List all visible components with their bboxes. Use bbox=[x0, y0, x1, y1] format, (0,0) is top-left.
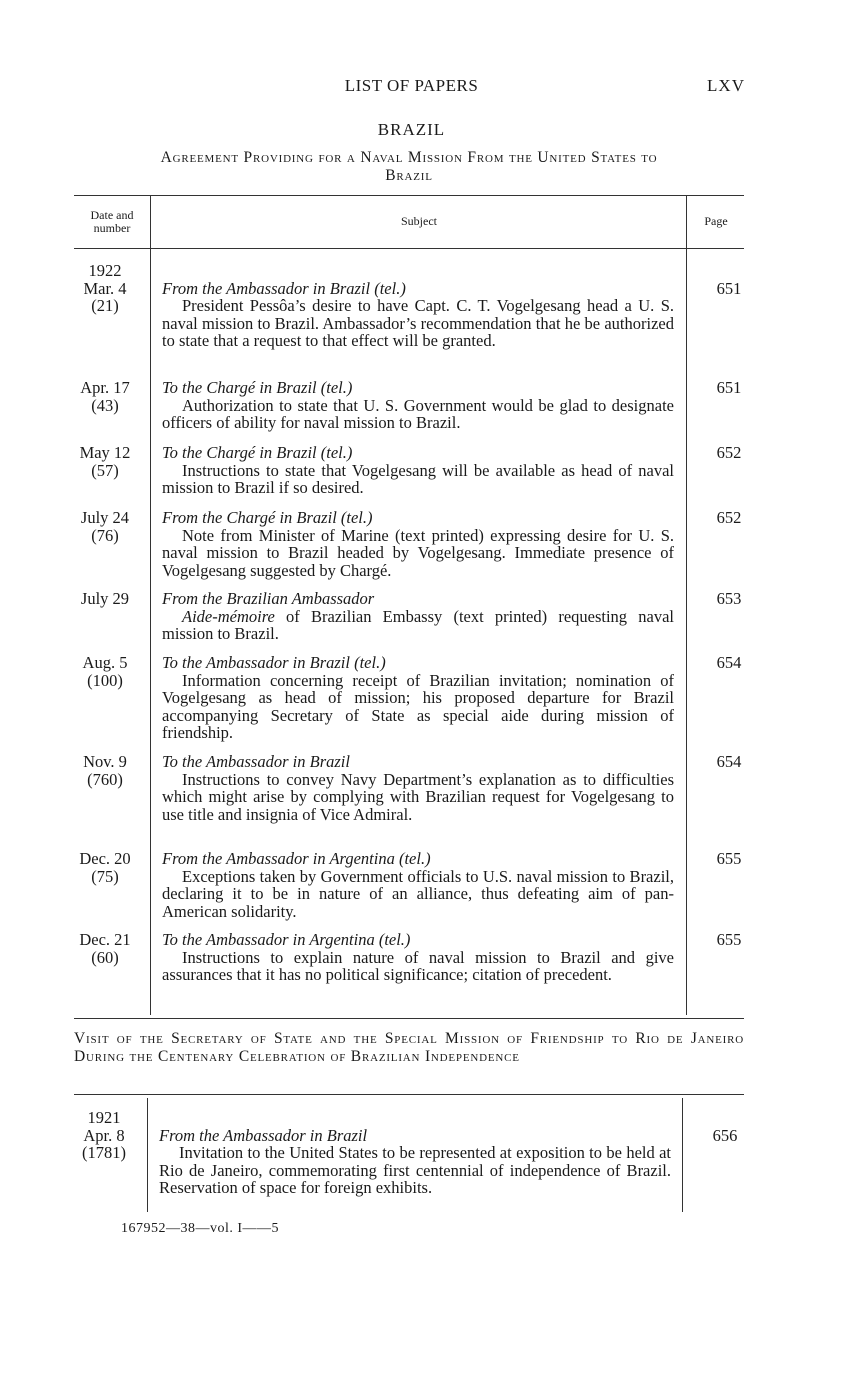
country-heading: BRAZIL bbox=[377, 120, 446, 139]
entry-title: To the Ambassador in Brazil (tel.) bbox=[162, 653, 386, 672]
date: Apr. 8 bbox=[83, 1125, 125, 1145]
page-ref: 652 bbox=[716, 443, 742, 462]
header-subject: Subject bbox=[401, 214, 437, 228]
header-date-and-number: Date and number bbox=[90, 208, 134, 235]
date: Dec. 21 bbox=[79, 930, 131, 949]
table-top-rule bbox=[74, 195, 744, 196]
subject-cell bbox=[162, 379, 674, 432]
document-number: (43) bbox=[91, 395, 119, 415]
subject-cell bbox=[162, 444, 674, 497]
page-ref: 651 bbox=[716, 378, 742, 397]
entry-title: From the Brazilian Ambassador bbox=[162, 589, 375, 608]
page-ref: 652 bbox=[716, 508, 742, 527]
date-cell bbox=[68, 850, 142, 885]
year: 1922 bbox=[88, 261, 122, 280]
date-cell bbox=[67, 1109, 141, 1162]
page-ref: 654 bbox=[716, 653, 742, 672]
header-page: Page bbox=[704, 214, 728, 228]
entry-summary bbox=[162, 608, 674, 643]
section-title-line-1: Agreement Providing for a Naval Mission From the United States to bbox=[160, 149, 658, 166]
subject-cell bbox=[162, 931, 674, 984]
column-divider-date bbox=[150, 195, 151, 1015]
table2-column-divider-date bbox=[147, 1098, 148, 1212]
entry-title: To the Ambassador in Brazil bbox=[162, 752, 350, 771]
entry-summary: Information concerning receipt of Brazilian invitation; nomination of Vogelgesang as head of mission; his proposed departure for Brazil accompanying Secretary of State as special aide during mission of friendship. bbox=[162, 670, 674, 742]
document-number: (76) bbox=[91, 525, 119, 545]
subject-cell bbox=[162, 509, 674, 579]
section-title-naval-mission bbox=[74, 149, 744, 185]
entry-title: From the Ambassador in Argentina (tel.) bbox=[162, 849, 431, 868]
column-divider-page bbox=[686, 195, 687, 1015]
page-ref: 653 bbox=[716, 589, 742, 608]
date: July 24 bbox=[80, 508, 130, 527]
subject-cell bbox=[159, 1127, 671, 1197]
entry-title: From the Chargé in Brazil (tel.) bbox=[162, 508, 373, 527]
date-cell bbox=[68, 753, 142, 788]
date: July 29 bbox=[80, 589, 130, 608]
entry-summary: Instructions to convey Navy Department’s explanation as to difficulties which might arise by complying with Brazilian request for Vogelgesang to use title and insignia of Vice Admiral. bbox=[162, 769, 674, 824]
date-cell bbox=[68, 444, 142, 479]
subject-cell bbox=[162, 753, 674, 823]
table-header-rule bbox=[74, 248, 744, 249]
aide-memoire-term: Aide-mémoire bbox=[182, 606, 275, 626]
date-cell bbox=[68, 262, 142, 315]
table2-top-rule bbox=[74, 1094, 744, 1095]
document-number: (60) bbox=[91, 947, 119, 967]
section-title-line-2: Brazil bbox=[385, 167, 433, 184]
page-ref: 655 bbox=[716, 930, 742, 949]
date: Mar. 4 bbox=[83, 278, 127, 298]
entry-title: To the Chargé in Brazil (tel.) bbox=[162, 443, 353, 462]
subject-cell bbox=[162, 850, 674, 920]
table2-column-divider-page bbox=[682, 1098, 683, 1212]
date: Apr. 17 bbox=[80, 378, 130, 397]
section-title-centenary-visit: Visit of the Secretary of State and the Special Mission of Friendship to Rio de Janeiro During the Centenary Celebration of Brazilian Independence bbox=[74, 1030, 744, 1065]
page-ref: 656 bbox=[712, 1125, 738, 1145]
document-number: (760) bbox=[87, 769, 123, 789]
page-ref: 655 bbox=[716, 849, 742, 868]
entry-title: To the Ambassador in Argentina (tel.) bbox=[162, 930, 411, 949]
date-cell bbox=[68, 379, 142, 414]
date-cell bbox=[68, 931, 142, 966]
entry-title: From the Ambassador in Brazil (tel.) bbox=[162, 278, 406, 298]
date: Aug. 5 bbox=[82, 653, 128, 672]
entry-title: To the Chargé in Brazil (tel.) bbox=[162, 378, 353, 397]
document-number: (1781) bbox=[82, 1143, 126, 1162]
printer-imprint: 167952—38—vol. I——5 bbox=[121, 1221, 280, 1236]
subject-cell bbox=[162, 590, 674, 643]
entry-summary-text: of Brazilian Embassy (text printed) requesting naval mission to Brazil. bbox=[162, 606, 674, 643]
date-cell bbox=[68, 654, 142, 689]
subject-cell bbox=[162, 280, 674, 350]
page-ref: 651 bbox=[716, 278, 742, 298]
date-cell bbox=[68, 509, 142, 544]
date: Dec. 20 bbox=[79, 849, 131, 868]
entry-summary: Invitation to the United States to be represented at exposition to be held at Rio de Janeiro, commemorating first centennial of independence of Brazil. Reservation of space for foreign exhibits. bbox=[159, 1143, 671, 1197]
date: Nov. 9 bbox=[83, 752, 127, 771]
date-cell bbox=[68, 590, 142, 608]
entry-summary: President Pessôa’s desire to have Capt. C. T. Vogelgesang head a U. S. naval mission to Brazil. Ambassador’s recommendation that he be authorized to state that a request to that effect will be granted. bbox=[162, 296, 674, 350]
document-number: (75) bbox=[91, 866, 119, 886]
running-title: LIST OF PAPERS bbox=[344, 76, 479, 95]
entry-summary: Note from Minister of Marine (text printed) expressing desire for U. S. naval mission to Brazil headed by Vogelgesang. Immediate presence of Vogelgesang suggested by Chargé. bbox=[162, 525, 674, 580]
entry-summary: Instructions to explain nature of naval mission to Brazil and give assurances that it has no political significance; citation of precedent. bbox=[162, 947, 674, 984]
table-bottom-rule bbox=[74, 1018, 744, 1019]
entry-summary: Exceptions taken by Government officials to U.S. naval mission to Brazil, declaring it to be in nature of an alliance, thus defeating aim of pan-American solidarity. bbox=[162, 866, 674, 921]
entry-title: From the Ambassador in Brazil bbox=[159, 1125, 368, 1145]
date: May 12 bbox=[79, 443, 131, 462]
page-number: LXV bbox=[707, 76, 745, 95]
document-number: (57) bbox=[91, 460, 119, 480]
subject-cell bbox=[162, 654, 674, 742]
document-number: (21) bbox=[91, 296, 119, 315]
document-number: (100) bbox=[87, 670, 123, 690]
page-ref: 654 bbox=[716, 752, 742, 771]
year: 1921 bbox=[87, 1108, 121, 1127]
entry-summary: Instructions to state that Vogelgesang will be available as head of naval mission to Brazil if so desired. bbox=[162, 460, 674, 497]
entry-summary: Authorization to state that U. S. Government would be glad to designate officers of ability for naval mission to Brazil. bbox=[162, 395, 674, 432]
